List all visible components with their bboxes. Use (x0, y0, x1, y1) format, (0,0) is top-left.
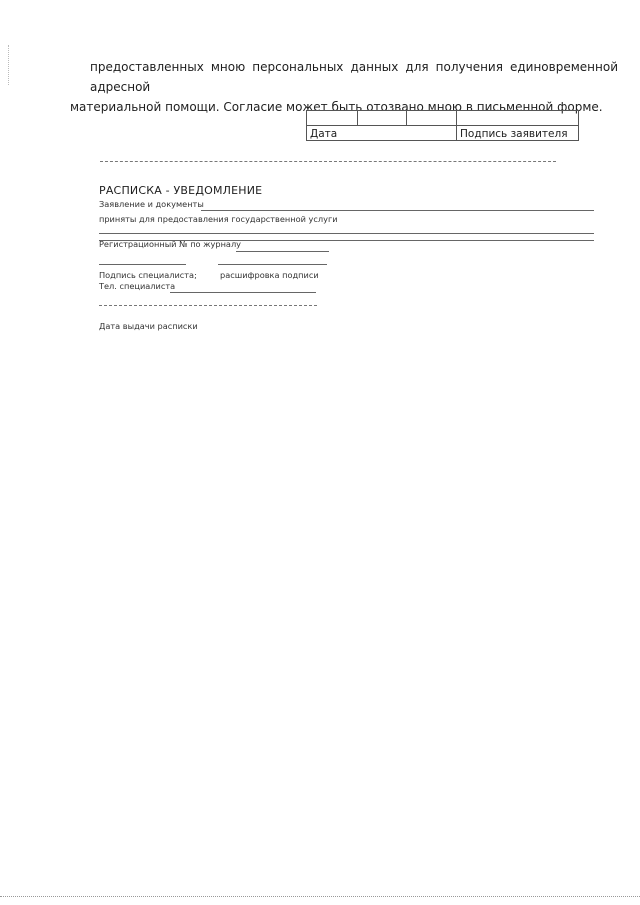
date-cell-2[interactable] (358, 111, 407, 126)
signature-table (306, 110, 579, 141)
specialist-phone-label: Тел. специалиста (99, 281, 176, 291)
signature-table-row-labels (307, 126, 579, 141)
specialist-signature-line[interactable] (99, 264, 186, 265)
extra-fill-line[interactable] (99, 305, 317, 306)
consent-line-2: материальной помощи. Согласие может быть отозвано мною в письменной форме. (70, 100, 603, 114)
date-cell-3[interactable] (407, 111, 457, 126)
date-label: Дата (307, 126, 457, 141)
signature-decode-line[interactable] (218, 264, 327, 265)
specialist-phone-fill-line[interactable] (170, 292, 316, 293)
receipt-title: РАСПИСКА - УВЕДОМЛЕНИЕ (99, 184, 263, 197)
documents-fill-line[interactable] (201, 210, 594, 211)
documents-label: Заявление и документы (99, 199, 204, 209)
reg-number-label: Регистрационный № по журналу (99, 239, 242, 249)
specialist-signature-label: Подпись специалиста; (99, 270, 197, 280)
date-cell-1[interactable] (307, 111, 358, 126)
consent-line-1: предоставленных мною персональных данных для получения единовременной адресной (90, 60, 618, 94)
signature-decode-label: расшифровка подписи (220, 270, 319, 280)
signature-table-row-top (307, 111, 579, 126)
service-fill-line-1[interactable] (99, 233, 594, 234)
signature-cell[interactable] (457, 111, 579, 126)
reg-number-fill-line[interactable] (236, 251, 329, 252)
cut-line (100, 161, 556, 162)
applicant-signature-label: Подпись заявителя (457, 126, 579, 141)
issue-date-label: Дата выдачи расписки (99, 321, 198, 331)
consent-paragraph (70, 57, 618, 117)
accepted-label: приняты для предоставления государственной услуги (99, 214, 338, 224)
scan-edge-mark (8, 45, 9, 85)
scan-bottom-edge (0, 896, 640, 897)
